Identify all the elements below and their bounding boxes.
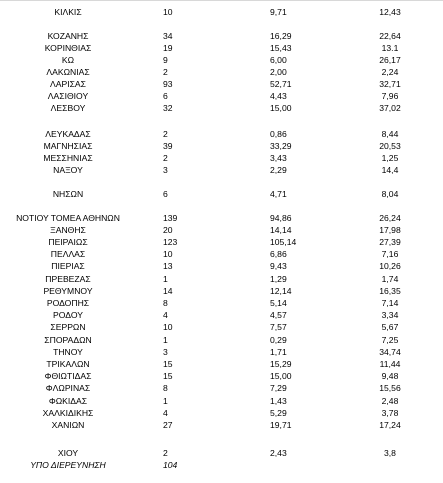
table-row: [0, 273, 443, 285]
region-name-cell: ΛΑΚΩΝΙΑΣ: [46, 67, 90, 77]
value-1-cell: 12,14: [270, 286, 292, 296]
table-row: [0, 370, 443, 382]
value-2-cell: 17,24: [379, 420, 401, 430]
value-1-cell: 3,43: [270, 153, 287, 163]
value-2-cell: 1,74: [381, 274, 399, 284]
table-row: [0, 297, 443, 309]
value-1-cell: 19,71: [270, 420, 292, 430]
value-2-cell: 27,39: [379, 237, 401, 247]
table-row: [0, 395, 443, 407]
region-name-cell: ΠΡΕΒΕΖΑΣ: [45, 274, 91, 284]
count-cell: 20: [163, 225, 173, 235]
value-2-cell: 8,04: [381, 189, 399, 199]
table-row: [0, 382, 443, 394]
value-1-cell: 7,57: [270, 322, 287, 332]
count-cell: 10: [163, 249, 173, 259]
value-2-cell: 17,98: [379, 225, 401, 235]
table-row: [0, 188, 443, 200]
count-cell: 4: [163, 310, 168, 320]
count-cell: 32: [163, 103, 173, 113]
region-name-cell: ΚΟΡΙΝΘΙΑΣ: [44, 43, 92, 53]
region-name-cell: ΞΑΝΘΗΣ: [50, 225, 86, 235]
value-2-cell: 26,24: [379, 213, 401, 223]
region-name-cell: ΛΑΣΙΘΙΟΥ: [47, 91, 89, 101]
table-row: [0, 407, 443, 419]
region-name-cell: ΧΙΟΥ: [57, 448, 79, 458]
table-row: [0, 90, 443, 102]
value-2-cell: 14,4: [381, 165, 399, 175]
table-row: [0, 66, 443, 78]
value-2-cell: 37,02: [379, 103, 401, 113]
value-2-cell: 16,35: [379, 286, 401, 296]
table-row: [0, 236, 443, 248]
table-row: [0, 260, 443, 272]
region-name-cell: ΠΕΙΡΑΙΩΣ: [48, 237, 88, 247]
value-1-cell: 52,71: [270, 79, 292, 89]
value-2-cell: 7,96: [381, 91, 399, 101]
region-name-cell: ΚΟΖΑΝΗΣ: [47, 31, 89, 41]
count-cell: 15: [163, 371, 173, 381]
value-1-cell: 14,14: [270, 225, 292, 235]
value-1-cell: 0,29: [270, 335, 287, 345]
value-2-cell: 7,14: [381, 298, 399, 308]
count-cell: 13: [163, 261, 173, 271]
count-cell: 8: [163, 383, 168, 393]
region-name-cell: ΜΕΣΣΗΝΙΑΣ: [43, 153, 93, 163]
count-cell: 1: [163, 396, 168, 406]
value-2-cell: 5,67: [381, 322, 399, 332]
count-cell: 1: [163, 274, 168, 284]
count-cell: 4: [163, 408, 168, 418]
value-1-cell: 0,86: [270, 129, 287, 139]
region-name-cell: ΛΑΡΙΣΑΣ: [50, 79, 86, 89]
count-cell: 2: [163, 153, 168, 163]
value-2-cell: 2,24: [381, 67, 399, 77]
region-name-cell: ΛΕΣΒΟΥ: [50, 103, 86, 113]
table-row: [0, 248, 443, 260]
table-row: [0, 152, 443, 164]
region-name-cell: ΦΘΙΩΤΙΔΑΣ: [44, 371, 92, 381]
count-cell: 6: [163, 189, 168, 199]
table-row: [0, 128, 443, 140]
region-name-cell: ΣΠΟΡΑΔΩΝ: [44, 335, 92, 345]
count-cell: 139: [163, 213, 178, 223]
region-name-cell: ΦΛΩΡΙΝΑΣ: [45, 383, 91, 393]
table-row: [0, 358, 443, 370]
value-1-cell: 6,86: [270, 249, 287, 259]
value-2-cell: 22,64: [379, 31, 401, 41]
region-name-cell: ΛΕΥΚΑΔΑΣ: [45, 129, 91, 139]
value-2-cell: [365, 459, 415, 471]
value-2-cell: 2,48: [381, 396, 399, 406]
count-cell: 3: [163, 347, 168, 357]
count-cell: 6: [163, 91, 168, 101]
value-1-cell: 7,29: [270, 383, 287, 393]
table-row: [0, 212, 443, 224]
region-name-cell: ΚΩ: [61, 55, 75, 65]
count-cell: 34: [163, 31, 173, 41]
count-cell: 2: [163, 129, 168, 139]
value-1-cell: 4,57: [270, 310, 287, 320]
count-cell: 19: [163, 43, 173, 53]
region-name-cell: ΜΑΓΝΗΣΙΑΣ: [43, 141, 93, 151]
count-cell: 27: [163, 420, 173, 430]
count-cell: 39: [163, 141, 173, 151]
top-divider: [0, 0, 443, 1]
region-name-cell: ΤΡΙΚΑΛΩΝ: [46, 359, 90, 369]
region-name-cell: ΠΕΛΛΑΣ: [50, 249, 86, 259]
value-2-cell: 20,53: [379, 141, 401, 151]
count-cell: 1: [163, 335, 168, 345]
region-name-cell: ΚΙΛΚΙΣ: [54, 7, 82, 17]
table-row: [0, 459, 443, 471]
region-name-cell: ΦΩΚΙΔΑΣ: [48, 396, 88, 406]
value-2-cell: 3,78: [381, 408, 399, 418]
table-row: [0, 6, 443, 18]
value-2-cell: 34,74: [379, 347, 401, 357]
region-name-cell: ΤΗΝΟΥ: [53, 347, 83, 357]
value-1-cell: 2,00: [270, 67, 287, 77]
value-2-cell: 7,25: [381, 335, 399, 345]
table-row: [0, 224, 443, 236]
region-name-cell: ΝΟΤΙΟΥ ΤΟΜΕΑ ΑΘΗΝΩΝ: [16, 213, 120, 223]
value-1-cell: 4,71: [270, 189, 287, 199]
region-name-cell: ΣΕΡΡΩΝ: [50, 322, 86, 332]
region-name-cell: ΡΟΔΟΠΗΣ: [46, 298, 90, 308]
value-1-cell: 6,00: [270, 55, 287, 65]
value-1-cell: 1,71: [270, 347, 287, 357]
count-cell: 10: [163, 7, 173, 17]
value-2-cell: 10,26: [379, 261, 401, 271]
value-1-cell: 15,00: [270, 371, 292, 381]
value-1-cell: 4,43: [270, 91, 287, 101]
count-cell: 93: [163, 79, 173, 89]
value-1-cell: 1,29: [270, 274, 287, 284]
count-cell: 3: [163, 165, 168, 175]
count-cell: 10: [163, 322, 173, 332]
value-2-cell: 12,43: [379, 7, 401, 17]
value-2-cell: 3,8: [384, 448, 396, 458]
value-2-cell: 8,44: [381, 129, 399, 139]
table-row: [0, 30, 443, 42]
value-2-cell: 32,71: [379, 79, 401, 89]
table-row: [0, 419, 443, 431]
value-2-cell: 13.1: [381, 43, 399, 53]
region-name-cell: ΝΑΞΟΥ: [53, 165, 83, 175]
table-row: [0, 334, 443, 346]
region-name-cell: ΠΙΕΡΙΑΣ: [51, 261, 85, 271]
value-2-cell: 15,56: [379, 383, 401, 393]
value-2-cell: 1,25: [381, 153, 399, 163]
count-cell: 2: [163, 67, 168, 77]
value-1-cell: [270, 459, 320, 471]
value-1-cell: 9,43: [270, 261, 287, 271]
value-2-cell: 9,48: [381, 371, 399, 381]
table-row: [0, 164, 443, 176]
value-1-cell: 5,29: [270, 408, 287, 418]
region-name-cell: ΧΑΝΙΩΝ: [51, 420, 85, 430]
count-cell: 14: [163, 286, 173, 296]
table-row: [0, 102, 443, 114]
value-1-cell: 15,00: [270, 103, 292, 113]
table-row: [0, 140, 443, 152]
value-1-cell: 9,71: [270, 7, 287, 17]
value-2-cell: 7,16: [381, 249, 399, 259]
value-2-cell: 3,34: [381, 310, 399, 320]
value-1-cell: 33,29: [270, 141, 292, 151]
value-1-cell: 5,14: [270, 298, 287, 308]
table-row: [0, 54, 443, 66]
count-cell: 8: [163, 298, 168, 308]
value-1-cell: 2,29: [270, 165, 287, 175]
value-1-cell: 2,43: [270, 448, 287, 458]
value-1-cell: 94,86: [270, 213, 292, 223]
count-cell: 9: [163, 55, 168, 65]
region-name-cell: ΧΑΛΚΙΔΙΚΗΣ: [42, 408, 94, 418]
region-name-cell: ΡΕΘΥΜΝΟΥ: [43, 286, 93, 296]
value-1-cell: 15,43: [270, 43, 292, 53]
table-row: [0, 447, 443, 459]
value-2-cell: 11,44: [379, 359, 401, 369]
table-row: [0, 78, 443, 90]
table-row: [0, 321, 443, 333]
region-name-cell: ΥΠΟ ΔΙΕΡΕΥΝΗΣΗ: [30, 460, 106, 470]
count-cell: 2: [163, 448, 168, 458]
table-row: [0, 285, 443, 297]
value-1-cell: 1,43: [270, 396, 287, 406]
table-row: [0, 346, 443, 358]
region-name-cell: ΝΗΣΩΝ: [52, 189, 84, 199]
value-1-cell: 15,29: [270, 359, 292, 369]
count-cell: 104: [163, 460, 178, 470]
table-row: [0, 42, 443, 54]
value-2-cell: 26,17: [379, 55, 401, 65]
region-name-cell: ΡΟΔΟΥ: [53, 310, 83, 320]
value-1-cell: 16,29: [270, 31, 292, 41]
count-cell: 123: [163, 237, 178, 247]
table-row: [0, 309, 443, 321]
count-cell: 15: [163, 359, 173, 369]
value-1-cell: 105,14: [270, 237, 297, 247]
